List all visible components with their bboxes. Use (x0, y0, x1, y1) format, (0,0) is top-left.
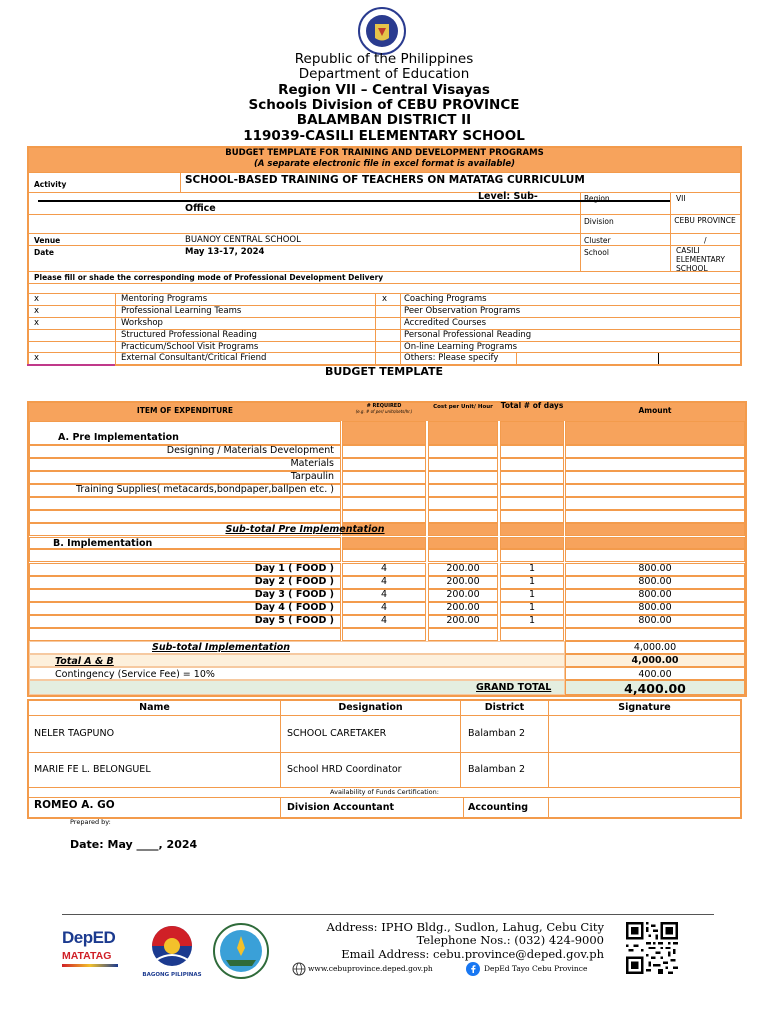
budget-cell (500, 497, 564, 510)
budget-cell (428, 484, 498, 497)
impl-amount: 800.00 (638, 589, 672, 600)
total-ab-value: 4,000.00 (631, 655, 679, 666)
mode-left-mark[interactable]: x (34, 318, 40, 328)
impl-amount: 800.00 (638, 602, 672, 613)
footer-divider (62, 914, 714, 915)
activity-value: SCHOOL-BASED TRAINING OF TEACHERS ON MATATAG CURRICULUM (185, 174, 585, 186)
bagong-pilipinas-text: BAGONG PILIPINAS (142, 972, 202, 978)
header-school: 119039-CASILI ELEMENTARY SCHOOL (243, 128, 525, 144)
cluster-value: / (704, 236, 707, 245)
budget-cell (565, 537, 745, 549)
budget-cell (500, 421, 564, 445)
date-line: Date: May ____, 2024 (70, 838, 198, 851)
pre-item: Tarpaulin (290, 471, 334, 482)
budget-cell (500, 484, 564, 497)
impl-required: 4 (380, 615, 388, 626)
budget-cell (500, 537, 564, 549)
impl-item: Day 1 ( FOOD ) (254, 563, 334, 574)
budget-cell (565, 421, 745, 445)
impl-cost: 200.00 (446, 576, 480, 587)
col-district-header: District (484, 702, 525, 713)
mode-right-label: Peer Observation Programs (404, 306, 521, 316)
footer-address: Address: IPHO Bldg., Sudlon, Lahug, Cebu City (326, 920, 604, 934)
form-title: BUDGET TEMPLATE FOR TRAINING AND DEVELOPMENT PROGRAMS (225, 148, 544, 158)
globe-icon (292, 962, 306, 976)
col-amount-header: Amount (638, 406, 672, 415)
school-value: CASILI ELEMENTARY SCHOOL (676, 246, 725, 273)
impl-required: 4 (380, 563, 388, 574)
impl-cost: 200.00 (446, 563, 480, 574)
venue-value: BUANOY CENTRAL SCHOOL (185, 235, 301, 245)
budget-cell (428, 537, 498, 549)
activity-label: Activity (34, 180, 67, 189)
impl-item: Day 5 ( FOOD ) (254, 615, 334, 626)
impl-days: 1 (528, 615, 536, 626)
budget-cell (29, 497, 341, 510)
budget-cell (428, 471, 498, 484)
budget-cell (428, 549, 498, 562)
pre-item: Materials (290, 458, 334, 469)
budget-cell (565, 628, 745, 641)
budget-cell (500, 549, 564, 562)
col-designation-header: Designation (338, 702, 403, 713)
subtotal-impl-value: 4,000.00 (633, 642, 677, 653)
signatory-1-name: NELER TAGPUNO (34, 728, 115, 739)
mode-right-label: On-line Learning Programs (404, 342, 518, 352)
impl-required: 4 (380, 576, 388, 587)
budget-cell (342, 421, 426, 445)
impl-days: 1 (528, 576, 536, 587)
budget-cell (29, 549, 341, 562)
budget-cell (428, 510, 498, 523)
footer-telephone: Telephone Nos.: (032) 424-9000 (416, 933, 604, 947)
budget-cell (565, 471, 745, 484)
impl-item: Day 4 ( FOOD ) (254, 602, 334, 613)
impl-days: 1 (528, 563, 536, 574)
budget-cell (565, 458, 745, 471)
accountant-office: Accounting (468, 802, 529, 813)
deped-wordmark: DepED (62, 928, 116, 947)
budget-cell (500, 628, 564, 641)
budget-cell (428, 497, 498, 510)
budget-title: BUDGET TEMPLATE (324, 365, 444, 378)
school-label: School (584, 248, 609, 257)
col-days-header: Total # of days (500, 401, 564, 410)
mode-left-label: Mentoring Programs (121, 294, 208, 304)
header-republic: Republic of the Philippines (294, 51, 474, 67)
signatory-2-district: Balamban 2 (468, 764, 525, 775)
mode-left-label: Professional Learning Teams (121, 306, 242, 316)
budget-cell (29, 628, 341, 641)
budget-cell (342, 471, 426, 484)
impl-item: Day 2 ( FOOD ) (254, 576, 334, 587)
budget-cell (565, 445, 745, 458)
impl-required: 4 (380, 589, 388, 600)
impl-item: Day 3 ( FOOD ) (254, 589, 334, 600)
division-value: CEBU PROVINCE (674, 216, 736, 225)
pre-item: Training Supplies( metacards,bondpaper,ballpen etc. ) (76, 484, 334, 495)
mode-right-label: Coaching Programs (404, 294, 487, 304)
impl-days: 1 (528, 602, 536, 613)
header-district: BALAMBAN DISTRICT II (296, 112, 472, 128)
budget-cell (342, 549, 426, 562)
budget-cell (500, 471, 564, 484)
office-label: Office (185, 203, 216, 214)
budget-cell (565, 523, 745, 536)
contingency-value: 400.00 (638, 669, 672, 680)
prepared-by: Prepared by: (70, 818, 111, 826)
col-cost-header: Cost per Unit/ Hour (433, 404, 493, 410)
mode-right-label: Accredited Courses (404, 318, 487, 328)
impl-required: 4 (380, 602, 388, 613)
bagong-pilipinas-logo (142, 924, 202, 980)
col-signature-header: Signature (618, 702, 671, 713)
budget-cell (428, 421, 498, 445)
budget-cell (342, 497, 426, 510)
header-department: Department of Education (298, 66, 470, 82)
mode-left-label: Practicum/School Visit Programs (121, 342, 259, 352)
accountant-designation: Division Accountant (287, 802, 395, 813)
accountant-name: ROMEO A. GO (34, 799, 115, 811)
impl-cost: 200.00 (446, 615, 480, 626)
pre-item: Designing / Materials Development (166, 445, 334, 456)
grand-total-label: GRAND TOTAL (476, 682, 552, 693)
col-item-header: ITEM OF EXPENDITURE (136, 406, 234, 415)
header-division: Schools Division of CEBU PROVINCE (248, 97, 520, 113)
division-label: Division (584, 217, 614, 226)
matatag-wordmark: MATATAG (62, 950, 112, 962)
mode-left-label: Structured Professional Reading (121, 330, 257, 340)
cebu-division-seal (210, 922, 272, 980)
footer-website[interactable]: www.cebuprovince.deped.gov.ph (308, 964, 433, 973)
budget-cell (342, 510, 426, 523)
grand-total-value: 4,400.00 (624, 681, 686, 696)
budget-cell (342, 628, 426, 641)
budget-cell (342, 445, 426, 458)
deped-seal-logo (355, 6, 409, 56)
mode-left-mark[interactable]: x (34, 294, 40, 304)
signatory-2-name: MARIE FE L. BELONGUEL (34, 764, 151, 775)
signatory-frame (27, 699, 742, 819)
mode-right-mark[interactable]: x (382, 294, 388, 304)
budget-cell (428, 445, 498, 458)
mode-left-mark[interactable]: x (34, 353, 40, 363)
qr-code-icon (626, 922, 678, 974)
bagong-pilipinas-emblem (142, 924, 202, 968)
mode-right-label: Others: Please specify (404, 353, 499, 363)
impl-cost: 200.00 (446, 602, 480, 613)
impl-heading: B. Implementation (53, 538, 153, 549)
budget-cell (428, 628, 498, 641)
mode-right-label: Personal Professional Reading (404, 330, 532, 340)
venue-label: Venue (34, 236, 61, 245)
header-region: Region VII – Central Visayas (278, 82, 490, 98)
subtotal-pre-label: Sub-total Pre Implementation (225, 524, 385, 535)
budget-cell (342, 458, 426, 471)
signatory-1-designation: SCHOOL CARETAKER (287, 728, 387, 739)
cluster-label: Cluster (584, 236, 611, 245)
contingency-label: Contingency (Service Fee) = 10% (55, 669, 215, 680)
mode-left-label: Workshop (121, 318, 163, 328)
date-value: May 13-17, 2024 (185, 247, 265, 257)
mode-instruction: Please fill or shade the corresponding mode of Professional Development Delivery (34, 273, 384, 282)
col-required-sub: (e.g. # of per/ units/sets/hr.) (355, 409, 413, 414)
budget-cell (342, 484, 426, 497)
budget-cell (565, 549, 745, 562)
budget-cell (565, 497, 745, 510)
funds-caption: Availability of Funds Certification: (330, 788, 439, 796)
facebook-icon (466, 962, 480, 976)
signatory-1-district: Balamban 2 (468, 728, 525, 739)
date-label: Date (34, 248, 54, 257)
footer-email: Email Address: cebu.province@deped.gov.ph (341, 947, 604, 961)
budget-cell (500, 510, 564, 523)
level-label: Level: Sub- (478, 191, 538, 202)
impl-amount: 800.00 (638, 563, 672, 574)
impl-days: 1 (528, 589, 536, 600)
budget-cell (500, 458, 564, 471)
col-required-header: # REQUIRED (366, 403, 402, 409)
region-label: Region (584, 194, 610, 203)
signatory-2-designation: School HRD Coordinator (287, 764, 402, 775)
form-subtitle: (A separate electronic file in excel format is available) (254, 159, 515, 169)
impl-cost: 200.00 (446, 589, 480, 600)
region-value: VII (676, 194, 686, 203)
budget-cell (565, 510, 745, 523)
deped-matatag-logo (62, 928, 130, 980)
impl-amount: 800.00 (638, 576, 672, 587)
mode-left-mark[interactable]: x (34, 306, 40, 316)
mode-left-label: External Consultant/Critical Friend (121, 353, 267, 363)
budget-cell (500, 445, 564, 458)
budget-cell (342, 537, 426, 549)
pre-heading: A. Pre Implementation (58, 432, 179, 443)
impl-amount: 800.00 (638, 615, 672, 626)
budget-cell (565, 484, 745, 497)
subtotal-impl-label: Sub-total Implementation (151, 642, 290, 653)
budget-cell (29, 510, 341, 523)
col-name-header: Name (139, 702, 170, 713)
total-ab-label: Total A & B (55, 656, 114, 667)
budget-cell (428, 458, 498, 471)
footer-facebook[interactable]: DepEd Tayo Cebu Province (484, 964, 588, 973)
